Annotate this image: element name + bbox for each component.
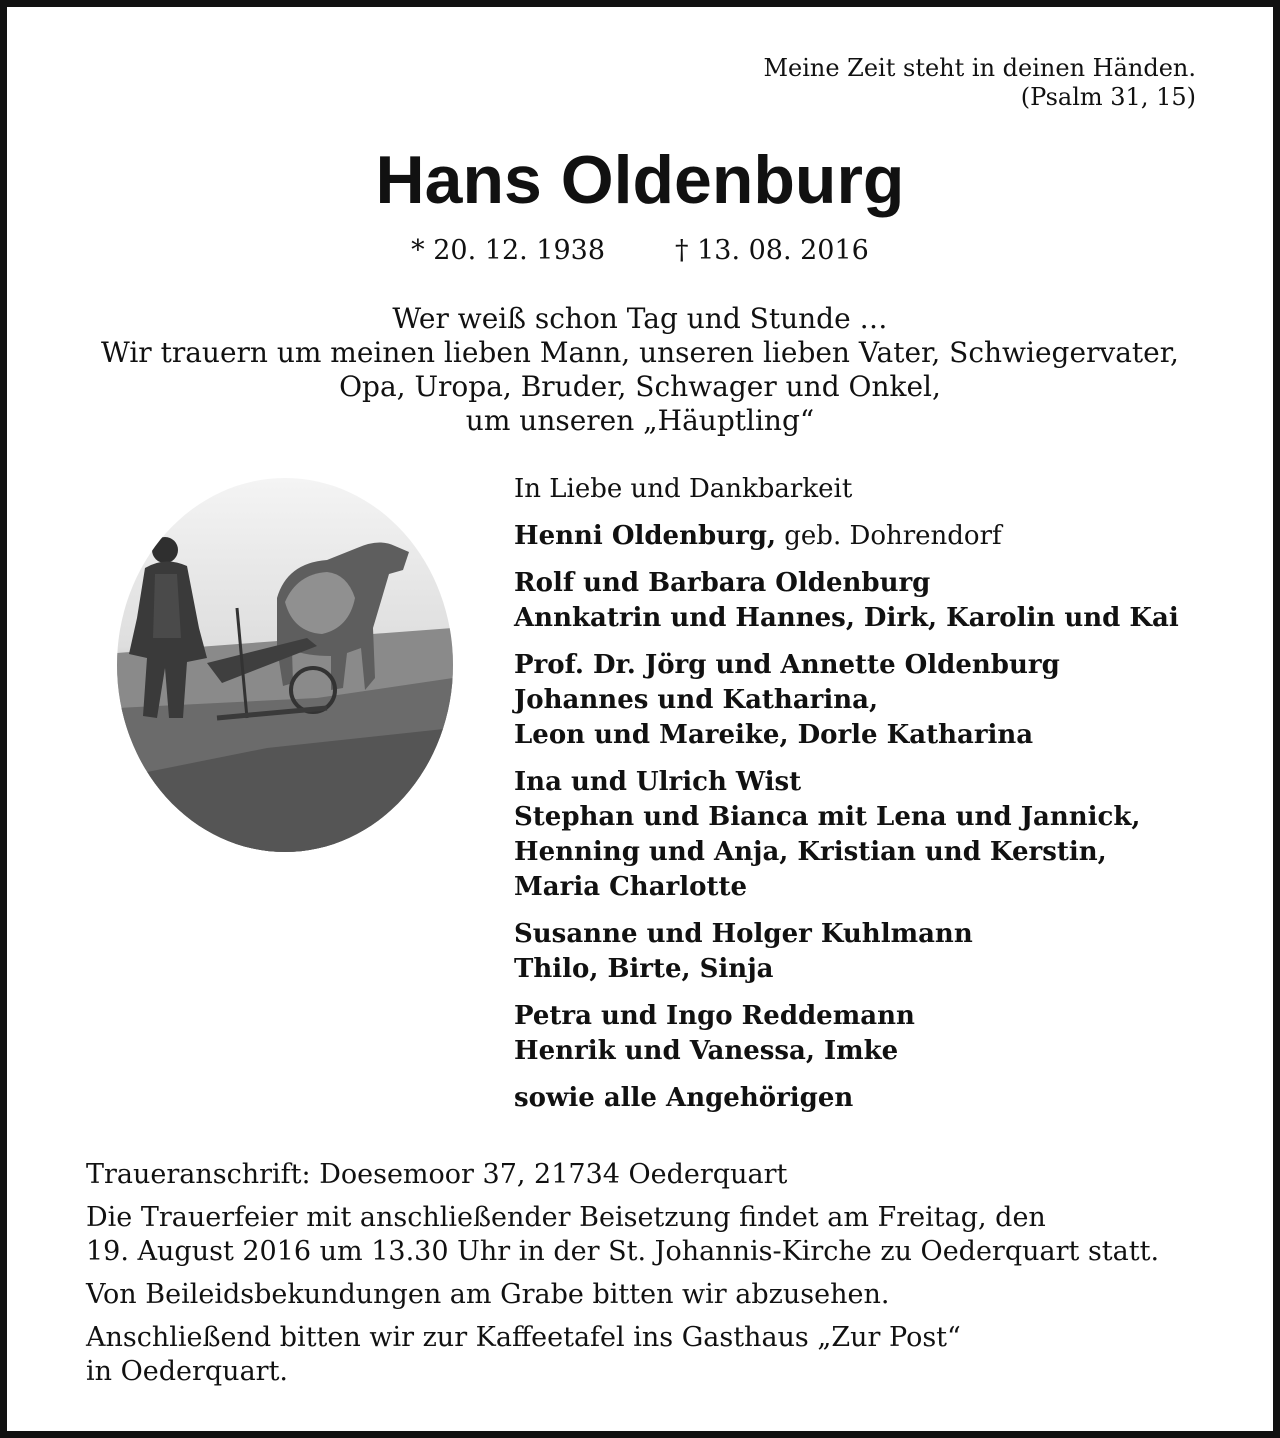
mourner-line: Prof. Dr. Jörg und Annette Oldenburg: [514, 650, 1060, 680]
spouse-name: Henni Oldenburg,: [514, 521, 777, 551]
mourner-line: Maria Charlotte: [514, 872, 748, 902]
mourner-line: Thilo, Birte, Sinja: [514, 954, 774, 984]
mourner-group: [514, 648, 1179, 753]
mourner-line: Leon und Mareike, Dorle Katharina: [514, 720, 1034, 750]
mourner-line: Rolf und Barbara Oldenburg: [514, 568, 931, 598]
address-line: Traueranschrift: Doesemoor 37, 21734 Oederquart: [86, 1159, 788, 1190]
coffee-invitation: [86, 1321, 1159, 1389]
coffee-line: in Oederquart.: [86, 1356, 288, 1387]
mourner-group: [514, 765, 1179, 905]
relatives-line: sowie alle Angehörigen: [514, 1083, 854, 1113]
mourner-line: Susanne und Holger Kuhlmann: [514, 919, 973, 949]
coffee-line: Anschließend bitten wir zur Kaffeetafel ins Gasthaus „Zur Post“: [86, 1322, 961, 1353]
mourner-line: Annkatrin und Hannes, Dirk, Karolin und Kai: [514, 603, 1179, 633]
psalm-text: Meine Zeit steht in deinen Händen.: [763, 54, 1196, 82]
ceremony-info: [86, 1201, 1159, 1269]
intro-text: [0, 302, 1280, 438]
mourner-group: [514, 917, 1179, 987]
intro-line: Wer weiß schon Tag und Stunde …: [392, 302, 888, 335]
mourner-group: [514, 566, 1179, 636]
mourner-line: Henning und Anja, Kristian und Kerstin,: [514, 837, 1107, 867]
death-date: † 13. 08. 2016: [675, 235, 869, 266]
memorial-photo: [117, 478, 453, 852]
ceremony-line: 19. August 2016 um 13.30 Uhr in der St. Johannis-Kirche zu Oederquart statt.: [86, 1236, 1160, 1267]
psalm-reference: (Psalm 31, 15): [1020, 83, 1196, 111]
condolences-line: Von Beileidsbekundungen am Grabe bitten wir abzusehen.: [86, 1279, 890, 1310]
spouse-maiden-name: geb. Dohrendorf: [776, 521, 1002, 551]
mourners-list: [514, 472, 1179, 1128]
birth-date: * 20. 12. 1938: [411, 235, 605, 266]
ceremony-line: Die Trauerfeier mit anschließender Beisetzung findet am Freitag, den: [86, 1202, 1046, 1233]
thanks-line: In Liebe und Dankbarkeit: [514, 474, 853, 504]
funeral-details: [86, 1158, 1159, 1398]
mourner-group: [514, 1081, 1179, 1116]
mourner-group: [514, 999, 1179, 1069]
mourner-line: [514, 519, 1179, 554]
condolences-note: [86, 1278, 1159, 1312]
mourner-line: Henrik und Vanessa, Imke: [514, 1036, 899, 1066]
intro-line: Wir trauern um meinen lieben Mann, unseren lieben Vater, Schwiegervater,: [101, 336, 1179, 369]
mourner-line: Petra und Ingo Reddemann: [514, 1001, 915, 1031]
mourner-line: Stephan und Bianca mit Lena und Jannick,: [514, 802, 1141, 832]
life-dates: [0, 234, 1280, 268]
mourner-line: Johannes und Katharina,: [514, 685, 879, 715]
intro-line: Opa, Uropa, Bruder, Schwager und Onkel,: [339, 370, 941, 403]
psalm-quote: [763, 54, 1196, 112]
intro-line: um unseren „Häuptling“: [465, 404, 815, 437]
mourner-group: [514, 519, 1179, 554]
mourner-line: Ina und Ulrich Wist: [514, 767, 802, 797]
deceased-name: Hans Oldenburg: [375, 142, 905, 218]
mourning-address: [86, 1158, 1159, 1192]
